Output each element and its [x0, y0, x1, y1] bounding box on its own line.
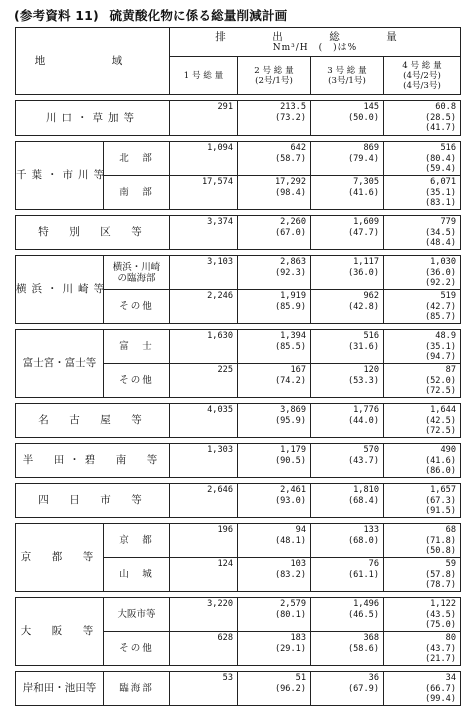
cell-ratio: (66.7) [424, 683, 456, 694]
cell-value: 1,117 [353, 257, 379, 267]
cell-ratio: (53.3) [347, 375, 379, 386]
cell-ratio: (79.4) [347, 153, 379, 164]
cell-ratio: (46.5) [347, 609, 379, 620]
table-cell [170, 216, 238, 250]
cell-ratio: (72.5) [424, 426, 456, 436]
cell-value: 628 [217, 633, 233, 643]
cell-ratio: (83.1) [424, 198, 456, 208]
table-cell [311, 176, 384, 210]
cell-value: 570 [363, 445, 379, 455]
cell-ratio: (57.8) [424, 569, 456, 580]
region-handa: 半 田・碧 南 等 [16, 444, 170, 478]
table-cell [170, 330, 238, 364]
cell-value: 779 [440, 217, 456, 227]
table-cell [384, 598, 461, 632]
header-unit: Nm³/H ( )は% [272, 42, 358, 53]
cell-value: 1,810 [353, 485, 379, 495]
subregion-yokohama-coast [104, 256, 170, 290]
table-row [16, 256, 461, 290]
subregion-chiba-south: 南 部 [104, 176, 170, 210]
cell-value: 2,246 [207, 291, 233, 301]
cell-value: 2,260 [280, 217, 306, 227]
table-cell [170, 672, 238, 706]
cell-ratio: (52.0) [424, 375, 456, 386]
cell-ratio: (28.5) [424, 112, 456, 123]
cell-ratio: (95.9) [274, 415, 306, 426]
header-emission [170, 28, 461, 57]
cell-value: 196 [217, 525, 233, 535]
column-header-line: 1 号 総 量 [183, 70, 224, 81]
cell-ratio: (93.0) [274, 495, 306, 506]
cell-value: 124 [217, 559, 233, 569]
cell-value: 68 [445, 525, 456, 535]
table-cell [384, 632, 461, 666]
cell-ratio: (83.2) [274, 569, 306, 580]
subregion-kyoto: 京 都 [104, 524, 170, 558]
subregion-yamashiro: 山 城 [104, 558, 170, 592]
cell-ratio: (78.7) [424, 580, 456, 590]
header-emission-label: 排 出 総 量 [215, 31, 415, 43]
table-cell [170, 364, 238, 398]
table-row [16, 672, 461, 706]
cell-ratio: (36.0) [424, 267, 456, 278]
table-cell [311, 101, 384, 136]
table-cell [311, 484, 384, 518]
cell-value: 519 [440, 291, 456, 301]
table-cell [384, 364, 461, 398]
cell-value: 4,035 [207, 405, 233, 415]
cell-value: 145 [363, 102, 379, 112]
table-cell [311, 672, 384, 706]
cell-value: 490 [440, 445, 456, 455]
cell-ratio: (58.6) [347, 643, 379, 654]
cell-value: 3,220 [207, 599, 233, 609]
cell-ratio: (44.0) [347, 415, 379, 426]
table-cell [238, 256, 311, 290]
table-cell [170, 632, 238, 666]
cell-ratio: (48.4) [424, 238, 456, 248]
cell-value: 17,574 [201, 177, 233, 187]
cell-value: 1,179 [280, 445, 306, 455]
cell-ratio: (67.9) [347, 683, 379, 694]
table-cell [170, 444, 238, 478]
cell-value: 1,122 [430, 599, 456, 609]
cell-value: 1,776 [353, 405, 379, 415]
table-cell [311, 290, 384, 324]
cell-value: 2,461 [280, 485, 306, 495]
table-cell [311, 216, 384, 250]
cell-ratio: (94.7) [424, 352, 456, 362]
cell-ratio: (41.7) [424, 123, 456, 133]
table-cell [170, 101, 238, 136]
cell-value: 516 [440, 143, 456, 153]
subregion-yokohama-other: その他 [104, 290, 170, 324]
subregion-label-line: の臨海部 [117, 272, 156, 284]
cell-value: 6,071 [430, 177, 456, 187]
table-cell [238, 404, 311, 438]
cell-ratio: (72.5) [424, 386, 456, 396]
table-cell [384, 216, 461, 250]
column-header-line: (4号/2号) [403, 70, 441, 81]
table-cell [170, 290, 238, 324]
title-text: 硫黄酸化物に係る総量削減計画 [109, 8, 288, 23]
cell-value: 1,394 [280, 331, 306, 341]
header-col1 [170, 57, 238, 95]
cell-ratio: (86.0) [424, 466, 456, 476]
region-kyoto: 京 都 等 [16, 524, 104, 592]
table-cell [384, 256, 461, 290]
region-nagoya: 名 古 屋 等 [16, 404, 170, 438]
cell-value: 48.9 [435, 331, 456, 341]
table-cell [311, 524, 384, 558]
region-osaka: 大 阪 等 [16, 598, 104, 666]
cell-value: 87 [445, 365, 456, 375]
cell-ratio: (43.7) [347, 455, 379, 466]
column-header-line: 4 号 総 量 [402, 60, 442, 71]
table-cell [238, 484, 311, 518]
cell-ratio: (71.8) [424, 535, 456, 546]
cell-value: 1,657 [430, 485, 456, 495]
table-cell [384, 142, 461, 176]
cell-value: 80 [445, 633, 456, 643]
table-row [16, 330, 461, 364]
table-cell [238, 558, 311, 592]
header-col2 [238, 57, 311, 95]
table-cell [170, 404, 238, 438]
table-cell [238, 524, 311, 558]
cell-ratio: (31.6) [347, 341, 379, 352]
cell-ratio: (85.5) [274, 341, 306, 352]
table-cell [384, 330, 461, 364]
table-row [16, 216, 461, 250]
cell-value: 291 [217, 102, 233, 112]
subregion-chiba-north: 北 部 [104, 142, 170, 176]
table-cell [170, 524, 238, 558]
table-cell [170, 558, 238, 592]
table-cell [311, 558, 384, 592]
region-fuji: 富士宮・富士等 [16, 330, 104, 398]
table-row [16, 142, 461, 176]
header-region: 地 域 [16, 28, 170, 95]
cell-value: 213.5 [280, 102, 306, 112]
table-row [16, 404, 461, 438]
table-cell [238, 364, 311, 398]
cell-value: 53 [222, 673, 233, 683]
cell-value: 2,646 [207, 485, 233, 495]
column-header-line: (3号/1号) [328, 75, 366, 86]
table-cell [311, 364, 384, 398]
cell-ratio: (48.1) [274, 535, 306, 546]
table-cell [311, 404, 384, 438]
cell-ratio: (35.1) [424, 341, 456, 352]
table-cell [238, 290, 311, 324]
cell-ratio: (80.1) [274, 609, 306, 620]
cell-value: 642 [290, 143, 306, 153]
header-row-top [16, 28, 461, 57]
reference-label: (参考資料 11) [14, 8, 99, 23]
cell-ratio: (92.3) [274, 267, 306, 278]
table-cell [384, 484, 461, 518]
cell-ratio: (43.7) [424, 643, 456, 654]
table-row [16, 484, 461, 518]
table-row [16, 444, 461, 478]
table-cell [238, 444, 311, 478]
cell-ratio: (73.2) [274, 112, 306, 123]
cell-value: 368 [363, 633, 379, 643]
cell-value: 2,579 [280, 599, 306, 609]
cell-ratio: (50.0) [347, 112, 379, 123]
cell-ratio: (67.3) [424, 495, 456, 506]
table-cell [311, 330, 384, 364]
table-cell [170, 256, 238, 290]
table-cell [170, 598, 238, 632]
subregion-kishiwada-coast: 臨海部 [104, 672, 170, 706]
cell-value: 36 [368, 673, 379, 683]
table-cell [384, 290, 461, 324]
table-cell [170, 142, 238, 176]
table-cell [238, 216, 311, 250]
cell-ratio: (75.0) [424, 620, 456, 630]
table-cell [238, 632, 311, 666]
cell-ratio: (42.8) [347, 301, 379, 312]
cell-ratio: (34.5) [424, 227, 456, 238]
cell-value: 17,292 [274, 177, 306, 187]
cell-value: 516 [363, 331, 379, 341]
region-kawaguchi: 川口・草加等 [16, 101, 170, 136]
region-yokohama: 横浜・川崎等 [16, 256, 104, 324]
cell-value: 167 [290, 365, 306, 375]
cell-value: 3,103 [207, 257, 233, 267]
page-title [14, 6, 287, 24]
cell-value: 94 [295, 525, 306, 535]
cell-ratio: (21.7) [424, 654, 456, 664]
cell-ratio: (68.0) [347, 535, 379, 546]
cell-value: 7,305 [353, 177, 379, 187]
cell-ratio: (98.4) [274, 187, 306, 198]
table-cell [238, 176, 311, 210]
region-tokubetsu: 特 別 区 等 [16, 216, 170, 250]
column-header-line: 3 号 総 量 [327, 65, 367, 76]
cell-ratio: (41.6) [347, 187, 379, 198]
table-cell [311, 632, 384, 666]
cell-ratio: (61.1) [347, 569, 379, 580]
subregion-osaka-city: 大阪市等 [104, 598, 170, 632]
cell-ratio: (68.4) [347, 495, 379, 506]
table-cell [311, 598, 384, 632]
subregion-osaka-other: その他 [104, 632, 170, 666]
cell-ratio: (58.7) [274, 153, 306, 164]
subregion-label-line: 横浜・川崎 [112, 261, 161, 273]
table-cell [384, 101, 461, 136]
cell-value: 3,374 [207, 217, 233, 227]
cell-ratio: (85.7) [424, 312, 456, 322]
cell-ratio: (42.7) [424, 301, 456, 312]
cell-ratio: (74.2) [274, 375, 306, 386]
cell-value: 1,609 [353, 217, 379, 227]
table-cell [311, 142, 384, 176]
table-cell [311, 444, 384, 478]
table-cell [170, 484, 238, 518]
table-row [16, 524, 461, 558]
table-cell [238, 672, 311, 706]
cell-ratio: (41.6) [424, 455, 456, 466]
table-cell [384, 524, 461, 558]
cell-value: 1,030 [430, 257, 456, 267]
cell-value: 1,496 [353, 599, 379, 609]
cell-ratio: (42.5) [424, 415, 456, 426]
table-cell [384, 176, 461, 210]
cell-ratio: (36.0) [347, 267, 379, 278]
cell-value: 133 [363, 525, 379, 535]
cell-value: 1,303 [207, 445, 233, 455]
cell-value: 183 [290, 633, 306, 643]
table-cell [238, 330, 311, 364]
cell-value: 1,919 [280, 291, 306, 301]
cell-ratio: (91.5) [424, 506, 456, 516]
cell-ratio: (35.1) [424, 187, 456, 198]
cell-ratio: (96.2) [274, 683, 306, 694]
table-row [16, 598, 461, 632]
cell-ratio: (80.4) [424, 153, 456, 164]
cell-value: 869 [363, 143, 379, 153]
column-header-line: (2号/1号) [255, 75, 293, 86]
column-header-line: (4号/3号) [403, 80, 441, 91]
column-header-line: 2 号 総 量 [254, 65, 294, 76]
subregion-fuji: 富 士 [104, 330, 170, 364]
cell-value: 51 [295, 673, 306, 683]
cell-ratio: (29.1) [274, 643, 306, 654]
cell-value: 59 [445, 559, 456, 569]
cell-value: 120 [363, 365, 379, 375]
cell-ratio: (90.5) [274, 455, 306, 466]
cell-value: 1,644 [430, 405, 456, 415]
cell-ratio: (92.2) [424, 278, 456, 288]
cell-value: 225 [217, 365, 233, 375]
table-cell [238, 101, 311, 136]
cell-ratio: (99.4) [424, 694, 456, 704]
header-col3 [311, 57, 384, 95]
table-cell [311, 256, 384, 290]
cell-value: 1,630 [207, 331, 233, 341]
table-row [16, 101, 461, 136]
cell-value: 1,094 [207, 143, 233, 153]
table-cell [238, 142, 311, 176]
subregion-fuji-other: その他 [104, 364, 170, 398]
cell-value: 34 [445, 673, 456, 683]
cell-value: 60.8 [435, 102, 456, 112]
header-col4 [384, 57, 461, 95]
region-kishiwada: 岸和田・池田等 [16, 672, 104, 706]
table-cell [384, 404, 461, 438]
cell-value: 103 [290, 559, 306, 569]
region-yokkaichi: 四 日 市 等 [16, 484, 170, 518]
cell-ratio: (47.7) [347, 227, 379, 238]
cell-ratio: (50.8) [424, 546, 456, 556]
table-cell [384, 558, 461, 592]
table-cell [170, 176, 238, 210]
cell-value: 2,863 [280, 257, 306, 267]
table-cell [384, 672, 461, 706]
table-cell [384, 444, 461, 478]
cell-ratio: (59.4) [424, 164, 456, 174]
cell-value: 3,869 [280, 405, 306, 415]
emission-table [15, 27, 461, 706]
cell-ratio: (67.0) [274, 227, 306, 238]
region-chiba: 千葉・市川等 [16, 142, 104, 210]
cell-ratio: (85.9) [274, 301, 306, 312]
cell-ratio: (43.5) [424, 609, 456, 620]
cell-value: 962 [363, 291, 379, 301]
cell-value: 76 [368, 559, 379, 569]
table-cell [238, 598, 311, 632]
